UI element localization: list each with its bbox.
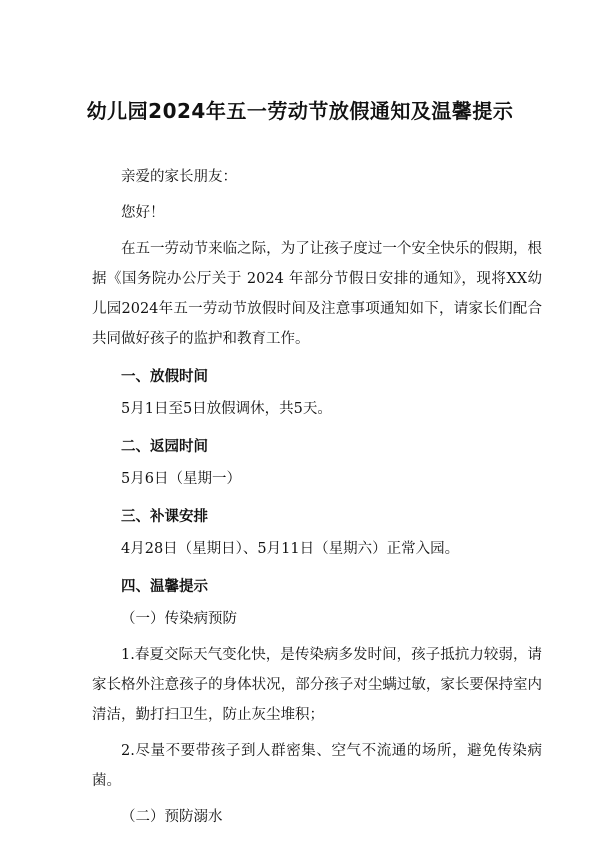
intro-paragraph: 在五一劳动节来临之际，为了让孩子度过一个安全快乐的假期，根据《国务院办公厅关于 2024 年部分节假日安排的通知》，现将XX幼儿园2024年五一劳动节放假时间及注意事项通知如下，请家长们配合共同做好孩子的监护和教育工作。 [92, 241, 542, 347]
section-heading-return: 二、返园时间 [121, 439, 208, 455]
document-body [92, 162, 542, 832]
section-text-holiday: 5月1日至5日放假调休，共5天。 [121, 401, 332, 417]
greeting: 您好！ [121, 205, 165, 221]
section-text-makeup: 4月28日（星期日）、5月11日（星期六）正常入园。 [121, 541, 460, 557]
salutation: 亲爱的家长朋友： [121, 169, 237, 185]
section-heading-holiday: 一、放假时间 [121, 369, 208, 385]
document-title: 幼儿园2024年五一劳动节放假通知及温馨提示 [86, 99, 514, 123]
tips-item-2: 2.尽量不要带孩子到人群密集、空气不流通的场所，避免传染病菌。 [92, 743, 542, 789]
section-text-return: 5月6日（星期一） [121, 471, 241, 487]
section-heading-tips: 四、温馨提示 [121, 579, 208, 595]
tips-item-1: 1.春夏交际天气变化快，是传染病多发时间，孩子抵抗力较弱，请家长格外注意孩子的身体状况，部分孩子对尘螨过敏，家长要保持室内清洁，勤打扫卫生，防止灰尘堆积； [92, 647, 542, 723]
tips-subheading-drowning: （二）预防溺水 [121, 809, 223, 825]
tips-subheading-disease: （一）传染病预防 [121, 611, 237, 627]
section-heading-makeup: 三、补课安排 [121, 509, 208, 525]
